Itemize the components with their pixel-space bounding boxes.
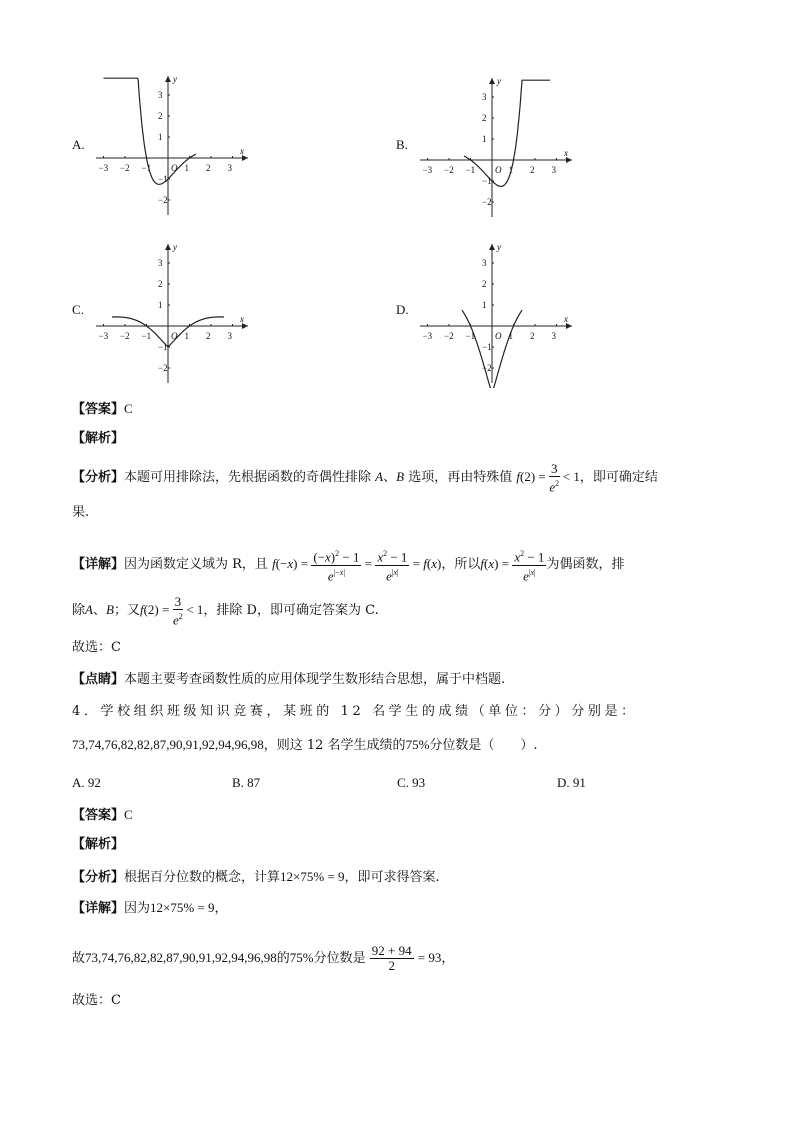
y-axis-arrow bbox=[165, 244, 171, 250]
q4-conclusion bbox=[72, 938, 454, 979]
detail-tag: 【详解】 bbox=[72, 901, 125, 916]
y-tick-label: 1 bbox=[158, 300, 163, 310]
q4-answer bbox=[72, 806, 133, 825]
x-tick-label: 3 bbox=[551, 331, 556, 341]
option-letters: A bbox=[375, 469, 384, 484]
y-tick-label: −2 bbox=[158, 363, 168, 373]
y-axis-arrow bbox=[489, 244, 495, 250]
fenxi-tag: 【分析】 bbox=[72, 470, 125, 485]
graph-b bbox=[412, 72, 582, 222]
fenxi-end: ，即可求得答案. bbox=[344, 870, 440, 885]
y-tick-label: 2 bbox=[482, 113, 487, 123]
x-tick-label: −1 bbox=[465, 165, 476, 175]
y-axis-label: y bbox=[497, 242, 501, 252]
option-d: D. 91 bbox=[557, 775, 586, 790]
x-tick-label: 1 bbox=[184, 331, 189, 341]
x-tick-label: −1 bbox=[141, 331, 152, 341]
conc-fraction bbox=[370, 944, 414, 973]
q3-detail bbox=[72, 544, 624, 585]
x-tick-label: −1 bbox=[141, 163, 152, 173]
x-tick-label: 1 bbox=[508, 331, 513, 341]
even-function-formula: f(−x) = $\frac{(-x)^2 - 1}{e^{|-x|}}$ = $\frac{x^2 - 1}{e^{|x|}}$ = f(x) bbox=[272, 549, 442, 583]
detail-line2-c: ，排除 D，即可确定答案为 C. bbox=[203, 603, 379, 618]
q3-fenxi-end: 果. bbox=[72, 505, 90, 520]
y-tick-label: 3 bbox=[158, 90, 163, 100]
stem-tail: ，则这 12 名学生成绩的 bbox=[263, 738, 406, 753]
special-value-formula: f(2) = $\frac{3}{e^2}$ < 1 bbox=[516, 460, 580, 495]
y-tick-label: 1 bbox=[482, 134, 487, 144]
q4-stem-line2 bbox=[72, 736, 538, 755]
x-tick-label: −2 bbox=[444, 165, 454, 175]
answer-value: C bbox=[124, 807, 133, 822]
y-tick-label: −1 bbox=[482, 342, 492, 352]
q4-analysis-tag bbox=[72, 836, 124, 854]
detail-end: ， bbox=[214, 901, 228, 916]
option-d-label: D. bbox=[396, 302, 409, 317]
x-tick-label: −3 bbox=[422, 165, 433, 175]
y-tick-label: −1 bbox=[158, 342, 168, 352]
y-tick-label: 3 bbox=[482, 258, 487, 268]
q3-answer bbox=[72, 400, 133, 419]
detail-text2: ，所以 bbox=[441, 557, 481, 572]
comment-text: 本题主要考查函数性质的应用体现学生数形结合思想，属于中档题. bbox=[124, 672, 506, 687]
analysis-tag: 【解析】 bbox=[72, 837, 125, 852]
answer-tag: 【答案】 bbox=[72, 808, 125, 823]
q3-detail-line2: 除A、B；又f(2) = $\frac{3}{e^2}$ < 1，排除 D，即可确定答案为 C. bbox=[72, 593, 379, 628]
y-tick-label: 2 bbox=[158, 279, 163, 289]
comment-tag: 【点睛】 bbox=[72, 672, 125, 687]
option-c: C. 93 bbox=[397, 775, 426, 790]
x-tick-label: 2 bbox=[530, 331, 535, 341]
graph-d bbox=[412, 238, 582, 388]
x-tick-label: −2 bbox=[444, 331, 454, 341]
q3-comment bbox=[72, 671, 505, 689]
frac-den: 2 bbox=[388, 958, 395, 973]
option-a: A. 92 bbox=[72, 775, 101, 790]
q3-choose: 故选：C bbox=[72, 640, 121, 655]
x-axis-label: x bbox=[240, 314, 244, 324]
x-axis-label: x bbox=[564, 314, 568, 324]
y-tick-label: −1 bbox=[482, 176, 492, 186]
x-tick-label: 3 bbox=[227, 331, 232, 341]
detail-calc: 12×75% = 9 bbox=[150, 900, 215, 915]
y-axis-arrow bbox=[489, 78, 495, 84]
option-b: B. 87 bbox=[232, 775, 261, 790]
option-c-label: C. bbox=[72, 302, 84, 317]
x-tick-label: 2 bbox=[206, 163, 211, 173]
x-tick-label: −2 bbox=[120, 163, 130, 173]
detail-text3: 为偶函数，排 bbox=[546, 557, 625, 572]
x-axis-label: x bbox=[240, 146, 244, 156]
y-axis-label: y bbox=[173, 242, 177, 252]
y-axis-label: y bbox=[497, 76, 501, 86]
y-tick-label: −1 bbox=[158, 174, 168, 184]
q4-fenxi bbox=[72, 868, 440, 887]
q4-choose: 故选：C bbox=[72, 993, 121, 1008]
conc-percent: 75% bbox=[289, 950, 314, 965]
q3-analysis-tag bbox=[72, 430, 124, 448]
x-tick-label: −3 bbox=[98, 163, 109, 173]
fenxi-text2: 选项，再由特殊值 bbox=[408, 470, 513, 485]
detail-text1: 因为函数定义域为 R，且 bbox=[124, 557, 268, 572]
y-tick-label: −2 bbox=[158, 195, 168, 205]
fenxi-text: 本题可用排除法，先根据函数的奇偶性排除 bbox=[124, 470, 372, 485]
f2-formula: f(2) = $\frac{3}{e^2}$ < 1 bbox=[139, 593, 204, 628]
answer-tag: 【答案】 bbox=[72, 402, 125, 417]
x-tick-label: −3 bbox=[422, 331, 433, 341]
option-a-label: A. bbox=[72, 137, 85, 152]
percent: 75% bbox=[405, 737, 430, 752]
x-tick-label: 3 bbox=[551, 165, 556, 175]
analysis-tag: 【解析】 bbox=[72, 431, 125, 446]
q3-fenxi: 【分析】本题可用排除法，先根据函数的奇偶性排除 A、B 选项，再由特殊值 f(2) = $\frac{3}{e^2}$ < 1，即可确定结 bbox=[72, 460, 658, 495]
y-tick-label: −2 bbox=[482, 197, 492, 207]
origin-label: O bbox=[171, 163, 178, 173]
graph-c bbox=[88, 238, 258, 388]
y-axis-arrow bbox=[165, 76, 171, 82]
x-axis-label: x bbox=[564, 148, 568, 158]
y-tick-label: −2 bbox=[482, 363, 492, 373]
fx-formula: f(x) = $\frac{x^2 - 1}{e^{|x|}}$ bbox=[480, 549, 545, 583]
function-curve bbox=[464, 80, 550, 186]
conc-c: 分位数是 bbox=[313, 951, 366, 966]
conc-scores: 73,74,76,82,82,87,90,91,92,94,96,98 bbox=[85, 950, 277, 965]
conc-a: 故 bbox=[72, 951, 86, 966]
answer-value: C bbox=[124, 401, 133, 416]
conc-b: 的 bbox=[276, 951, 290, 966]
detail-tag: 【详解】 bbox=[72, 557, 125, 572]
q4-detail bbox=[72, 899, 228, 918]
scores: 73,74,76,82,82,87,90,91,92,94,96,98 bbox=[72, 737, 264, 752]
origin-label: O bbox=[495, 165, 502, 175]
y-tick-label: 3 bbox=[158, 258, 163, 268]
graph-a bbox=[88, 70, 258, 220]
detail-line2-a: 除 bbox=[72, 603, 86, 618]
y-tick-label: 2 bbox=[158, 111, 163, 121]
y-axis-label: y bbox=[173, 74, 177, 84]
conc-result: = 93， bbox=[417, 950, 455, 965]
x-tick-label: −1 bbox=[465, 331, 476, 341]
q4-stem-line1: 4．学校组织班级知识竞赛，某班的 12 名学生的成绩（单位：分）分别是： bbox=[72, 704, 638, 719]
x-tick-label: −2 bbox=[120, 331, 130, 341]
x-tick-label: 1 bbox=[508, 165, 513, 175]
x-tick-label: 2 bbox=[530, 165, 535, 175]
fenxi-text3: ，即可确定结 bbox=[579, 470, 658, 485]
detail-text: 因为 bbox=[124, 901, 151, 916]
origin-label: O bbox=[171, 331, 178, 341]
y-tick-label: 3 bbox=[482, 92, 487, 102]
y-tick-label: 2 bbox=[482, 279, 487, 289]
x-tick-label: 1 bbox=[184, 163, 189, 173]
origin-label: O bbox=[495, 331, 502, 341]
calc: 12×75% = 9 bbox=[280, 869, 345, 884]
frac-num: 92 + 94 bbox=[371, 943, 412, 958]
fenxi-text: 根据百分位数的概念，计算 bbox=[124, 870, 281, 885]
x-tick-label: 3 bbox=[227, 163, 232, 173]
x-tick-label: −3 bbox=[98, 331, 109, 341]
y-tick-label: 1 bbox=[158, 132, 163, 142]
option-b-label: B. bbox=[396, 137, 408, 152]
fenxi-tag: 【分析】 bbox=[72, 870, 125, 885]
detail-line2-b: ；又 bbox=[113, 603, 140, 618]
x-tick-label: 2 bbox=[206, 331, 211, 341]
y-tick-label: 1 bbox=[482, 300, 487, 310]
stem-end: 分位数是（ ）. bbox=[429, 738, 538, 753]
